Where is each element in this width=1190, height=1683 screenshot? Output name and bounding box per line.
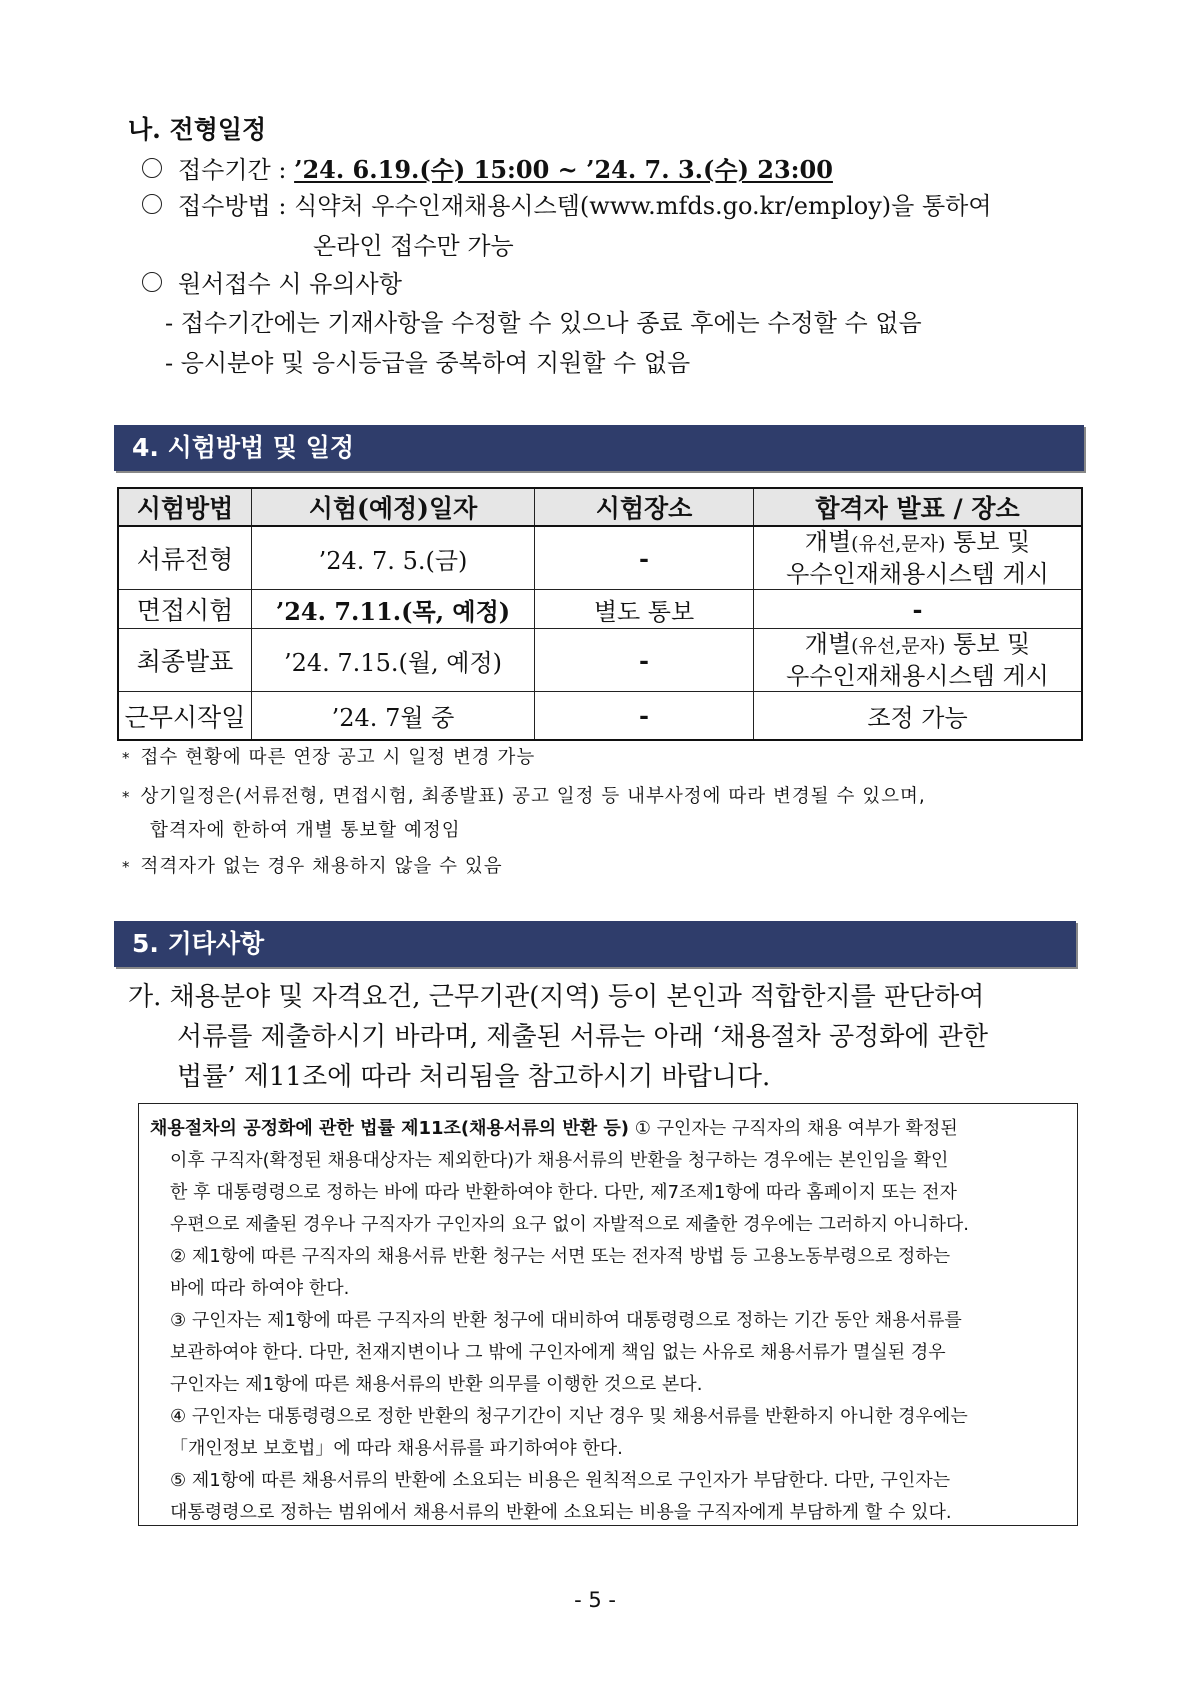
- table-cell-announce: [754, 526, 1083, 590]
- law-text: 대통령령으로 정하는 범위에서 채용서류의 반환에 소요되는 비용을 구직자에게 부담하게 할 수 있다.: [170, 1502, 952, 1523]
- law-text: ⑤ 제1항에 따른 채용서류의 반환에 소요되는 비용은 원칙적으로 구인자가 부담한다. 다만, 구인자는: [170, 1470, 951, 1491]
- note-text: 상기일정은(서류전형, 면접시험, 최종발표) 공고 일정 등 내부사정에 따라 변경될 수 있으며,: [140, 786, 926, 807]
- table-cell-date: ’24. 7. 5.(금): [252, 526, 535, 590]
- table-cell-method: 서류전형: [118, 526, 252, 590]
- table-cell-date: ’24. 7.15.(월, 예정): [252, 629, 535, 692]
- table-row: [118, 526, 1082, 590]
- table-row: [118, 629, 1082, 692]
- misc-paragraph-line: 서류를 제출하시기 바라며, 제출된 서류는 아래 ‘채용절차 공정화에 관한: [177, 1022, 989, 1052]
- table-header-row: [118, 488, 1082, 526]
- table-cell-announce: [754, 629, 1083, 692]
- announce-text: 우수인재채용시스템 게시: [786, 662, 1049, 690]
- announce-text: 개별: [804, 630, 852, 658]
- section-title-schedule: 나. 전형일정: [128, 115, 267, 144]
- table-cell-place: -: [535, 526, 754, 590]
- reception-period: [178, 150, 833, 185]
- schedule-note: [122, 782, 926, 808]
- table-row: [118, 692, 1082, 741]
- law-text: ② 제1항에 따른 구직자의 채용서류 반환 청구는 서면 또는 전자적 방법 등 고용노동부령으로 정하는: [170, 1246, 951, 1267]
- table-header: 시험(예정)일자: [252, 488, 535, 526]
- reception-method-value: 식약처 우수인재채용시스템(www.mfds.go.kr/employ)을 통하여: [294, 192, 992, 220]
- announce-text: 통보 및: [945, 528, 1031, 556]
- asterisk-icon: *: [122, 858, 131, 876]
- note-text: 접수 현황에 따른 연장 공고 시 일정 변경 가능: [140, 747, 536, 768]
- schedule-note: [122, 743, 535, 769]
- law-text: 보관하여야 한다. 다만, 천재지변이나 그 밖에 구인자에게 책임 없는 사유로 채용서류가 멸실된 경우: [170, 1342, 946, 1363]
- law-first-line: [150, 1114, 958, 1140]
- circle-bullet-icon: [142, 272, 162, 292]
- law-text: 「개인정보 보호법」에 따라 채용서류를 파기하여야 한다.: [170, 1438, 623, 1459]
- table-header: 시험방법: [118, 488, 252, 526]
- reception-period-value: ’24. 6.19.(수) 15:00 ~ ’24. 7. 3.(수) 23:00: [294, 155, 833, 184]
- law-text: ④ 구인자는 대통령령으로 정한 반환의 청구기간이 지난 경우 및 채용서류를 반환하지 아니한 경우에는: [170, 1406, 968, 1427]
- table-row: [118, 590, 1082, 629]
- page-number: - 5 -: [574, 1588, 616, 1612]
- table-cell-place: 별도 통보: [535, 590, 754, 629]
- schedule-note-continued: 합격자에 한하여 개별 통보할 예정임: [150, 820, 461, 841]
- announce-paren: (유선,문자): [851, 533, 946, 555]
- announce-paren: (유선,문자): [851, 635, 946, 657]
- section-banner-misc: 5. 기타사항: [114, 921, 1076, 967]
- table-cell-method: 근무시작일: [118, 692, 252, 741]
- caution-title: 원서접수 시 유의사항: [178, 270, 402, 298]
- reception-method-label: 접수방법 :: [178, 192, 295, 220]
- announce-text: 우수인재채용시스템 게시: [786, 560, 1049, 588]
- exam-schedule-table: [117, 487, 1083, 741]
- law-text: 구인자는 제1항에 따른 채용서류의 반환 의무를 이행한 것으로 본다.: [170, 1374, 703, 1395]
- schedule-note: [122, 852, 503, 878]
- announce-text: 통보 및: [945, 630, 1031, 658]
- table-cell-announce: 조정 가능: [754, 692, 1083, 741]
- table-cell-date: ’24. 7월 중: [252, 692, 535, 741]
- section-banner-exam: 4. 시험방법 및 일정: [114, 425, 1084, 471]
- law-excerpt-box: [138, 1103, 1078, 1526]
- law-text: 이후 구직자(확정된 채용대상자는 제외한다)가 채용서류의 반환을 청구하는 경우에는 본인임을 확인: [170, 1150, 949, 1171]
- law-text: ① 구인자는 구직자의 채용 여부가 확정된: [634, 1118, 958, 1139]
- reception-period-label: 접수기간 :: [178, 156, 295, 184]
- caution-item: - 접수기간에는 기재사항을 수정할 수 있으나 종료 후에는 수정할 수 없음: [165, 309, 922, 337]
- table-header: 합격자 발표 / 장소: [754, 488, 1083, 526]
- note-text: 적격자가 없는 경우 채용하지 않을 수 있음: [140, 856, 503, 877]
- law-title: 채용절차의 공정화에 관한 법률 제11조(채용서류의 반환 등): [150, 1118, 630, 1139]
- reception-method-value-line2: 온라인 접수만 가능: [313, 232, 514, 260]
- table-cell-place: -: [535, 692, 754, 741]
- caution-item: - 응시분야 및 응시등급을 중복하여 지원할 수 없음: [165, 349, 691, 377]
- law-text: 한 후 대통령령으로 정하는 바에 따라 반환하여야 한다. 다만, 제7조제1항에 따라 홈페이지 또는 전자: [170, 1182, 957, 1203]
- table-cell-method: 최종발표: [118, 629, 252, 692]
- table-cell-place: -: [535, 629, 754, 692]
- table-header: 시험장소: [535, 488, 754, 526]
- law-text: 우편으로 제출된 경우나 구직자가 구인자의 요구 없이 자발적으로 제출한 경우에는 그러하지 아니하다.: [170, 1214, 969, 1235]
- table-cell-announce: -: [754, 590, 1083, 629]
- misc-paragraph-line: 가. 채용분야 및 자격요건, 근무기관(지역) 등이 본인과 적합한지를 판단하여: [128, 982, 985, 1012]
- law-text: ③ 구인자는 제1항에 따른 구직자의 반환 청구에 대비하여 대통령령으로 정하는 기간 동안 채용서류를: [170, 1310, 962, 1331]
- misc-paragraph-line: 법률’ 제11조에 따라 처리됨을 참고하시기 바랍니다.: [177, 1062, 771, 1092]
- asterisk-icon: *: [122, 749, 131, 767]
- asterisk-icon: *: [122, 788, 131, 806]
- table-cell-date: ’24. 7.11.(목, 예정): [252, 590, 535, 629]
- circle-bullet-icon: [142, 194, 162, 214]
- table-cell-method: 면접시험: [118, 590, 252, 629]
- announce-text: 개별: [804, 528, 852, 556]
- circle-bullet-icon: [142, 158, 162, 178]
- reception-method: [178, 186, 992, 221]
- law-text: 바에 따라 하여야 한다.: [170, 1278, 350, 1299]
